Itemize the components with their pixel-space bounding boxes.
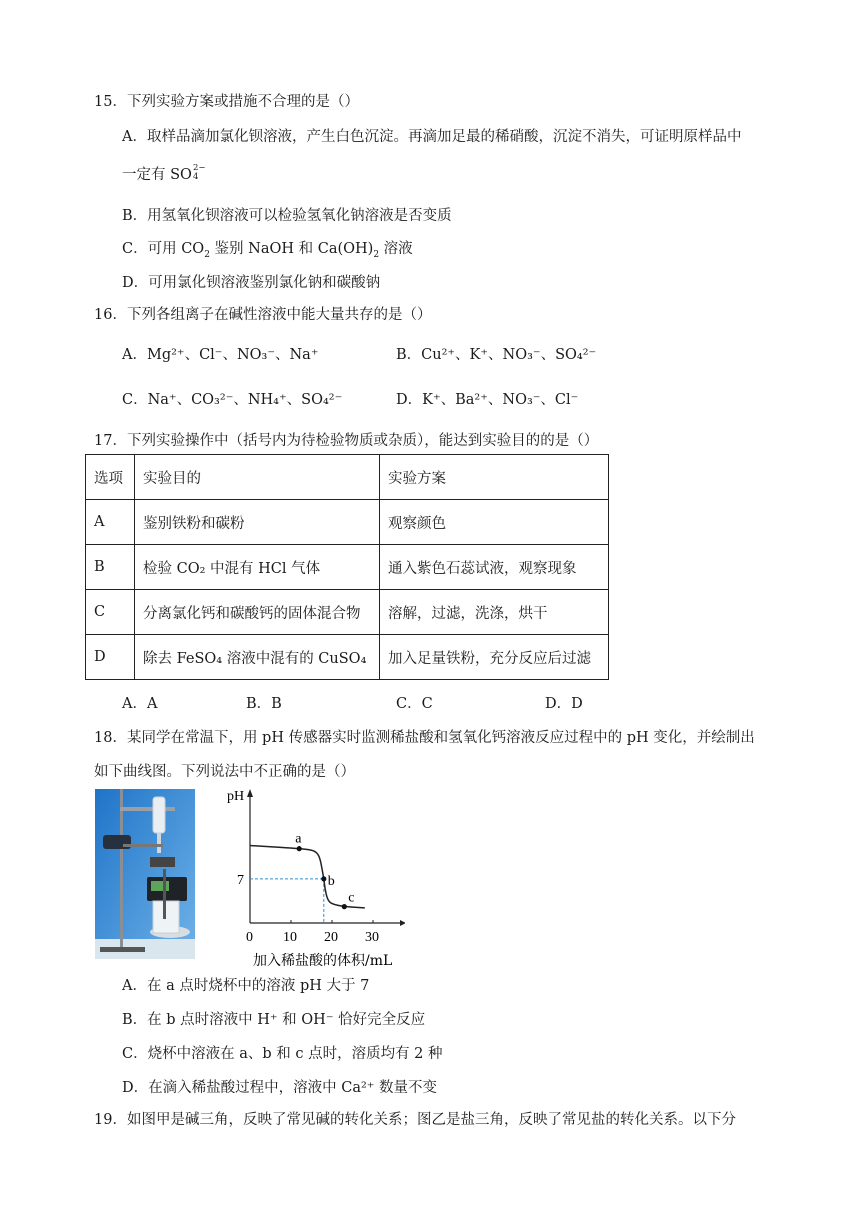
point-a xyxy=(297,846,302,851)
x-axis-label: 加入稀盐酸的体积/mL xyxy=(253,953,393,968)
q18-option-b: B．在 b 点时溶液中 H⁺ 和 OH⁻ 恰好完全反应 xyxy=(122,1012,426,1028)
q17-answer-c: C．C xyxy=(396,696,433,712)
table-cell: B xyxy=(86,545,135,590)
table-cell: A xyxy=(86,500,135,545)
q16-option-b: B．Cu²⁺、K⁺、NO₃⁻、SO₄²⁻ xyxy=(396,347,597,363)
apparatus-photo xyxy=(95,789,195,959)
point-c xyxy=(342,904,347,909)
ph-chart xyxy=(225,783,405,968)
table-header-cell: 实验方案 xyxy=(380,455,609,500)
table-header-cell: 选项 xyxy=(86,455,135,500)
point-b xyxy=(321,876,326,881)
q16-stem: 16．下列各组离子在碱性溶液中能大量共存的是（） xyxy=(94,307,432,323)
table-cell: 鉴别铁粉和碳粉 xyxy=(135,500,380,545)
q15-option-b: B．用氢氧化钡溶液可以检验氢氧化钠溶液是否变质 xyxy=(122,208,452,224)
q17-answer-a: A．A xyxy=(122,696,158,712)
q15-option-c: C．可用 $CO_2$ 鉴别 NaOH 和 $Ca(OH)_2$ 溶液 xyxy=(122,241,413,260)
point-label-b: b xyxy=(327,873,335,889)
table-cell: 溶解，过滤，洗涤，烘干 xyxy=(380,590,609,635)
table-row xyxy=(86,590,609,635)
y-axis-arrow xyxy=(247,789,253,797)
point-label-a: a xyxy=(295,831,302,847)
point-label-c: c xyxy=(348,890,355,906)
table-cell: 通入紫色石蕊试液，观察现象 xyxy=(380,545,609,590)
table-cell: 观察颜色 xyxy=(380,500,609,545)
q18-stem-line2: 如下曲线图。下列说法中不正确的是（） xyxy=(94,764,355,780)
x-tick-label: 10 xyxy=(283,930,297,945)
q15-option-a-line1: A．取样品滴加氯化钡溶液，产生白色沉淀。再滴加足最的稀硝酸，沉淀不消失，可证明原样品中 xyxy=(122,129,742,145)
q15-option-d: D．可用氯化钡溶液鉴别氯化钠和碳酸钠 xyxy=(122,275,381,291)
table-row xyxy=(86,545,609,590)
table-cell: 除去 FeSO₄ 溶液中混有的 CuSO₄ xyxy=(135,635,380,680)
table-header-row xyxy=(86,455,609,500)
q16-option-d: D．K⁺、Ba²⁺、NO₃⁻、Cl⁻ xyxy=(396,392,579,408)
q18-option-a: A．在 a 点时烧杯中的溶液 pH 大于 7 xyxy=(122,978,370,994)
table-header-cell: 实验目的 xyxy=(135,455,380,500)
x-tick-label: 20 xyxy=(324,930,338,945)
q19-stem: 19．如图甲是碱三角，反映了常见碱的转化关系；图乙是盐三角，反映了常见盐的转化关系。以下分 xyxy=(94,1112,736,1128)
q15-option-a-line2: 一定有 SO 2− 4 xyxy=(122,163,206,183)
q18-option-c: C．烧杯中溶液在 a、b 和 c 点时，溶质均有 2 种 xyxy=(122,1046,443,1062)
q18-stem-line1: 18．某同学在常温下，用 pH 传感器实时监测稀盐酸和氢氧化钙溶液反应过程中的 pH 变化，并绘制出 xyxy=(94,730,755,746)
table-row xyxy=(86,635,609,680)
y-tick-label: 7 xyxy=(237,872,244,888)
q17-stem: 17．下列实验操作中（括号内为待检验物质或杂质），能达到实验目的的是（） xyxy=(94,433,599,449)
q16-option-c: C．Na⁺、CO₃²⁻、NH₄⁺、SO₄²⁻ xyxy=(122,392,343,408)
x-axis-arrow xyxy=(400,920,405,926)
table-row xyxy=(86,500,609,545)
q17-answer-d: D．D xyxy=(545,696,583,712)
q17-answer-b: B．B xyxy=(246,696,282,712)
x-tick-label: 0 xyxy=(246,930,253,945)
table-cell: 检验 CO₂ 中混有 HCl 气体 xyxy=(135,545,380,590)
y-axis-label: pH xyxy=(227,789,245,804)
q15-stem: 15．下列实验方案或措施不合理的是（） xyxy=(94,94,359,110)
q18-option-d: D．在滴入稀盐酸过程中，溶液中 Ca²⁺ 数量不变 xyxy=(122,1080,438,1096)
table-cell: D xyxy=(86,635,135,680)
table-cell: 分离氯化钙和碳酸钙的固体混合物 xyxy=(135,590,380,635)
table-cell: 加入足量铁粉，充分反应后过滤 xyxy=(380,635,609,680)
table-cell: C xyxy=(86,590,135,635)
x-tick-label: 30 xyxy=(365,930,379,945)
q16-option-a: A．Mg²⁺、Cl⁻、NO₃⁻、Na⁺ xyxy=(122,347,319,363)
q17-table xyxy=(85,454,609,680)
